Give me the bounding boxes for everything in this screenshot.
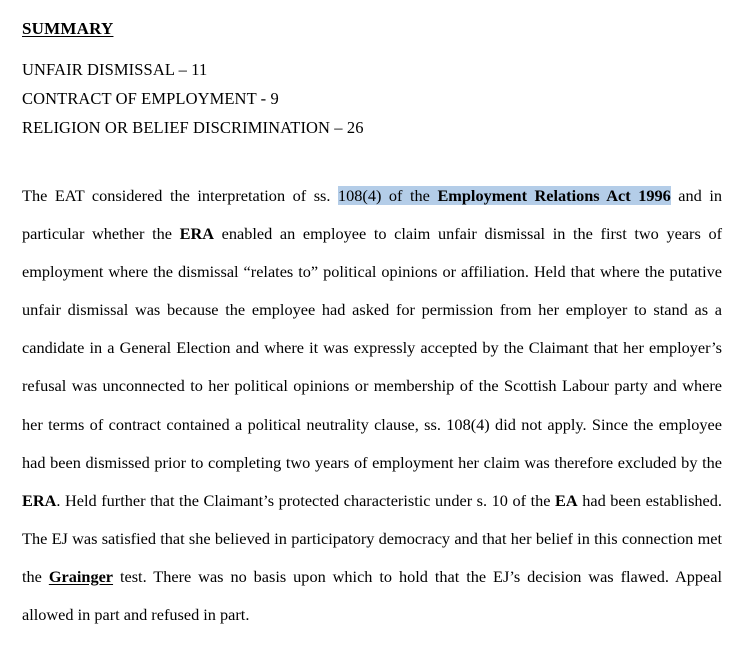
text-run: had been established. The EJ was satisfied that she believed in participatory democracy and that her belief in this connection met the (22, 490, 722, 586)
topic-contract-of-employment: CONTRACT OF EMPLOYMENT - 9 (22, 89, 279, 108)
selected-text: 108(4) of the (337, 186, 438, 205)
text-run: The EAT considered the interpretation of ss. (22, 186, 338, 205)
summary-paragraph[interactable] (22, 177, 722, 634)
topic-religion-or-belief: RELIGION OR BELIEF DISCRIMINATION – 26 (22, 118, 364, 137)
statute-name: Employment Relations Act 1996 (437, 186, 671, 205)
summary-heading: SUMMARY (22, 19, 114, 38)
topic-unfair-dismissal: UNFAIR DISMISSAL – 11 (22, 60, 208, 79)
abbrev-era: ERA (179, 224, 215, 244)
abbrev-era: ERA (22, 490, 57, 510)
text-selection[interactable] (338, 186, 671, 205)
text-run: and in particular whether the (22, 186, 722, 244)
document-page (22, 18, 722, 634)
text-run: test. There was no basis upon which to hold that the EJ’s decision was flawed. Appeal allowed in part and refused in part. (22, 566, 722, 625)
topic-list (22, 55, 722, 142)
abbrev-ea: EA (555, 490, 578, 510)
text-run: enabled an employee to claim unfair dismissal in the first two years of employment where the dismissal “relates to” political opinions or affiliation. Held that where the putative unfair dismissal was because the employee had asked for permission from her employer to stand as a candidate in a General Election and where it was expressly accepted by the Claimant that her employer’s refusal was unconnected to her political opinions or membership of the Scottish Labour party and where her terms of contract contained a political neutrality clause, ss. 108(4) did not apply. Since the employee had been dismissed prior to completing two years of employment her claim was therefore excluded by the (22, 224, 723, 472)
case-name-grainger: Grainger (48, 566, 114, 586)
text-run: . Held further that the Claimant’s protected characteristic under s. 10 of the (56, 490, 556, 510)
